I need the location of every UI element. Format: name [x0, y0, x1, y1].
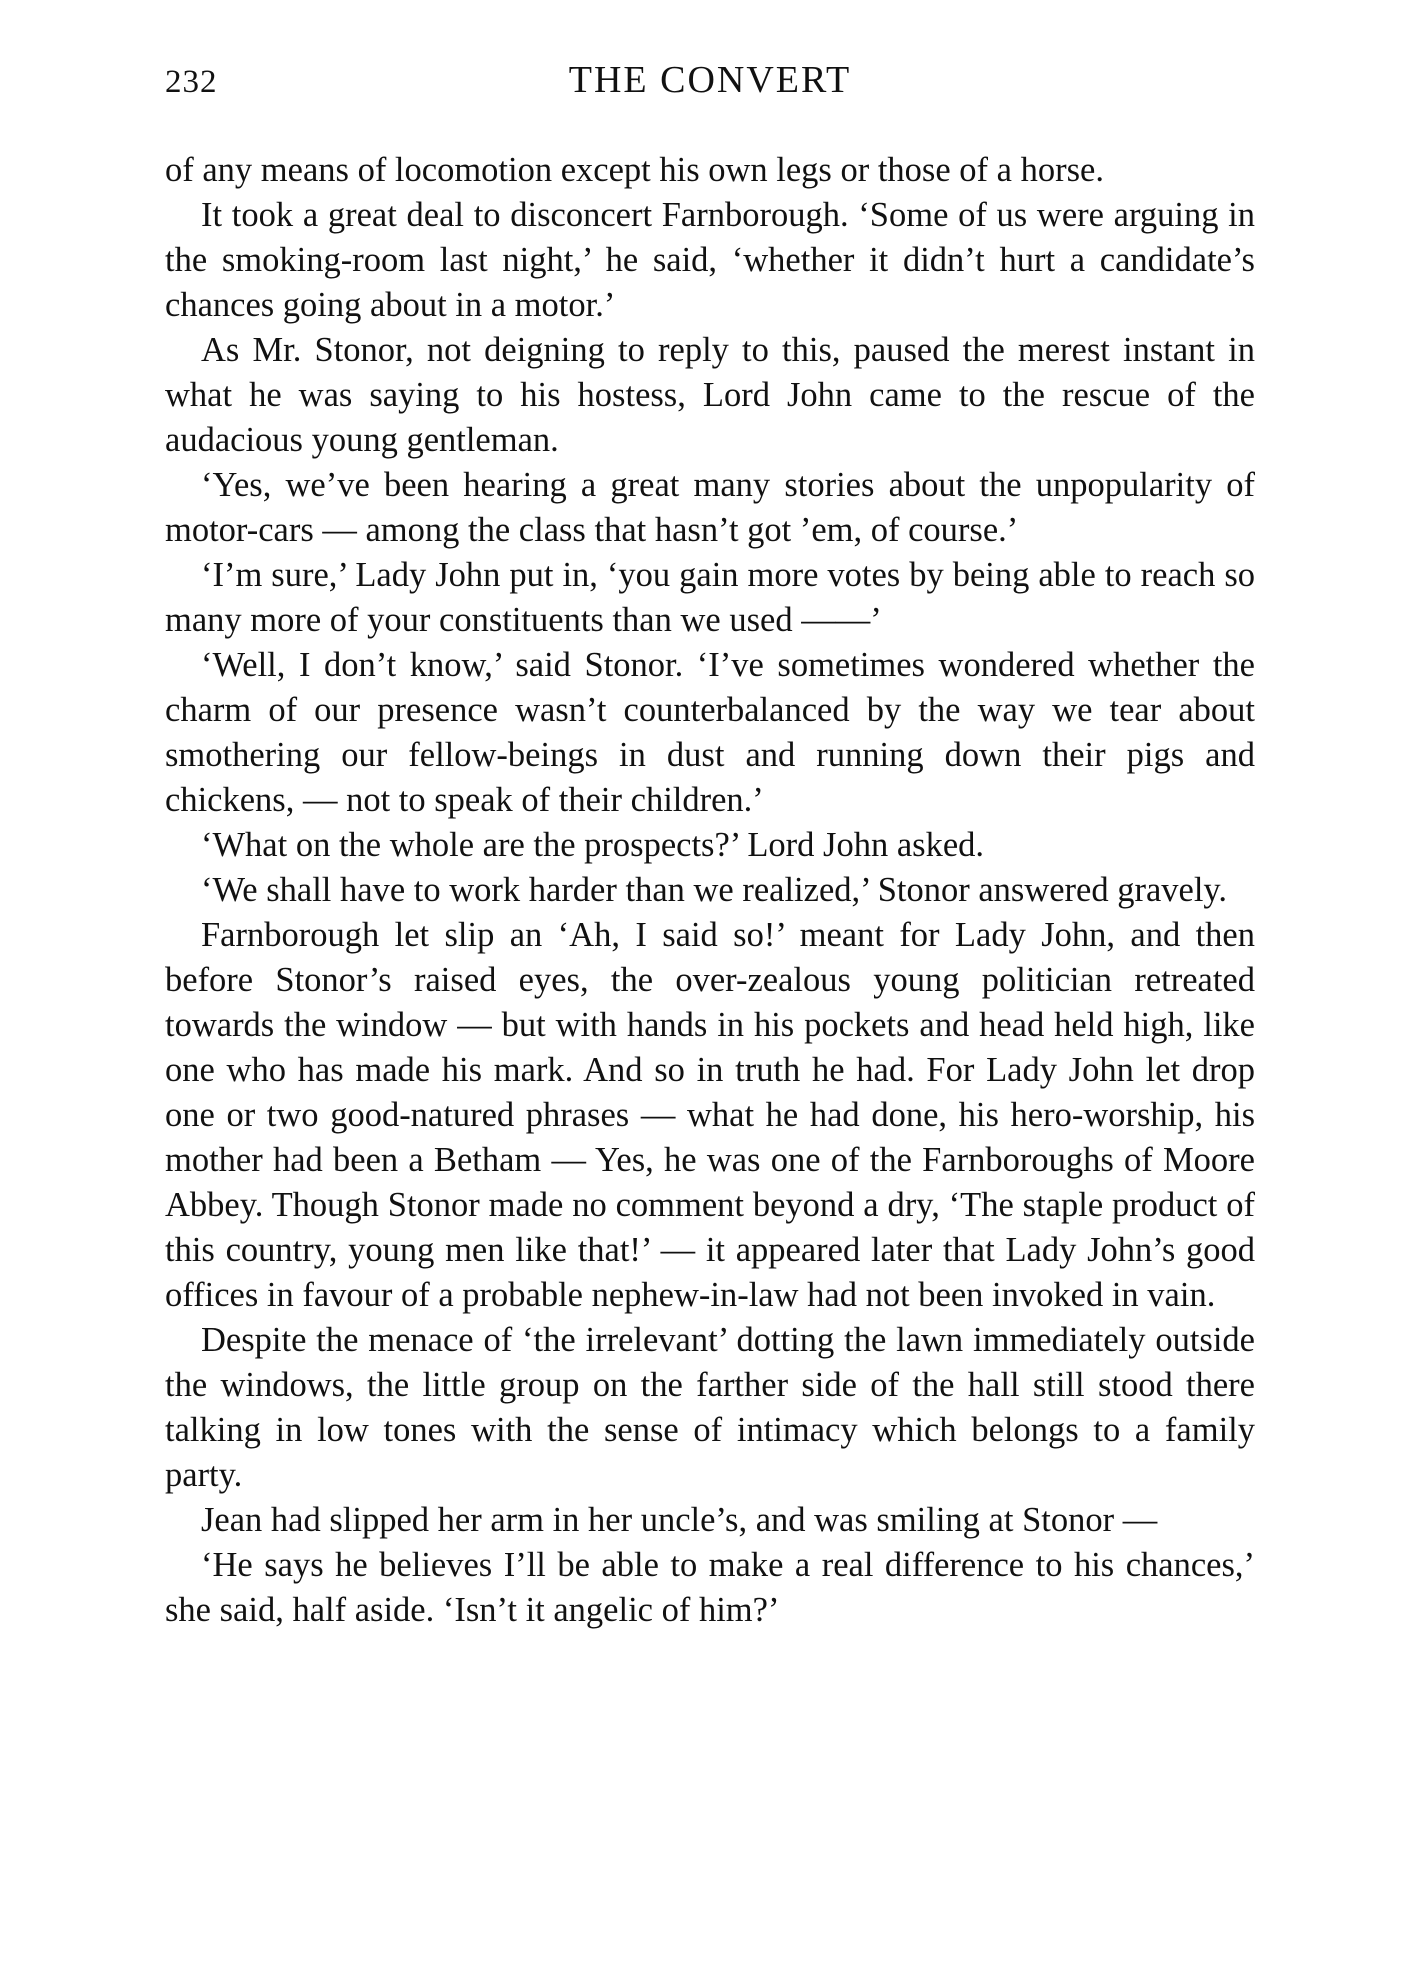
body-text	[165, 148, 1255, 1633]
page-number: 232	[165, 64, 218, 100]
paragraph: Jean had slipped her arm in her uncle’s, and was smiling at Stonor —	[201, 1501, 1158, 1539]
paragraph: ‘Well, I don’t know,’ said Stonor. ‘I’ve sometimes wondered whether the charm of our presence wasn’t counterbalanced by the way we tear about smothering our fellow-beings in dust and running down their pigs and chickens, — not to speak of their children.’	[165, 646, 1255, 819]
paragraph: ‘Yes, we’ve been hearing a great many stories about the unpopularity of motor-cars — among the class that hasn’t got ’em, of course.’	[165, 466, 1255, 549]
paragraph: Despite the menace of ‘the irrelevant’ dotting the lawn immediately outside the windows, the little group on the farther side of the hall still stood there talking in low tones with the sense of intimacy which belongs to a family party.	[165, 1321, 1255, 1494]
paragraph: of any means of locomotion except his own legs or those of a horse.	[165, 151, 1104, 189]
running-title: THE CONVERT	[568, 59, 852, 101]
paragraph: ‘We shall have to work harder than we realized,’ Stonor answered gravely.	[201, 871, 1228, 909]
paragraph: ‘What on the whole are the prospects?’ Lord John asked.	[201, 826, 985, 864]
paragraph: ‘I’m sure,’ Lady John put in, ‘you gain more votes by being able to reach so many more of your constituents than we used ——’	[165, 556, 1255, 639]
paragraph: ‘He says he believes I’ll be able to make a real difference to his chances,’ she said, half aside. ‘Isn’t it angelic of him?’	[165, 1546, 1255, 1629]
page-header	[165, 58, 1255, 108]
paragraph: It took a great deal to disconcert Farnborough. ‘Some of us were arguing in the smoking-room last night,’ he said, ‘whether it didn’t hurt a candidate’s chances going about in a motor.’	[165, 196, 1255, 324]
paragraph: Farnborough let slip an ‘Ah, I said so!’ meant for Lady John, and then before Stonor’s raised eyes, the over-zealous young politician retreated towards the window — but with hands in his pockets and head held high, like one who has made his mark. And so in truth he had. For Lady John let drop one or two good-natured phrases — what he had done, his hero-worship, his mother had been a Betham — Yes, he was one of the Farnboroughs of Moore Abbey. Though Stonor made no comment beyond a dry, ‘The staple product of this country, young men like that!’ — it appeared later that Lady John’s good offices in favour of a probable nephew-in-law had not been invoked in vain.	[165, 916, 1255, 1314]
paragraph: As Mr. Stonor, not deigning to reply to this, paused the merest instant in what he was saying to his hostess, Lord John came to the rescue of the audacious young gentleman.	[165, 331, 1255, 459]
